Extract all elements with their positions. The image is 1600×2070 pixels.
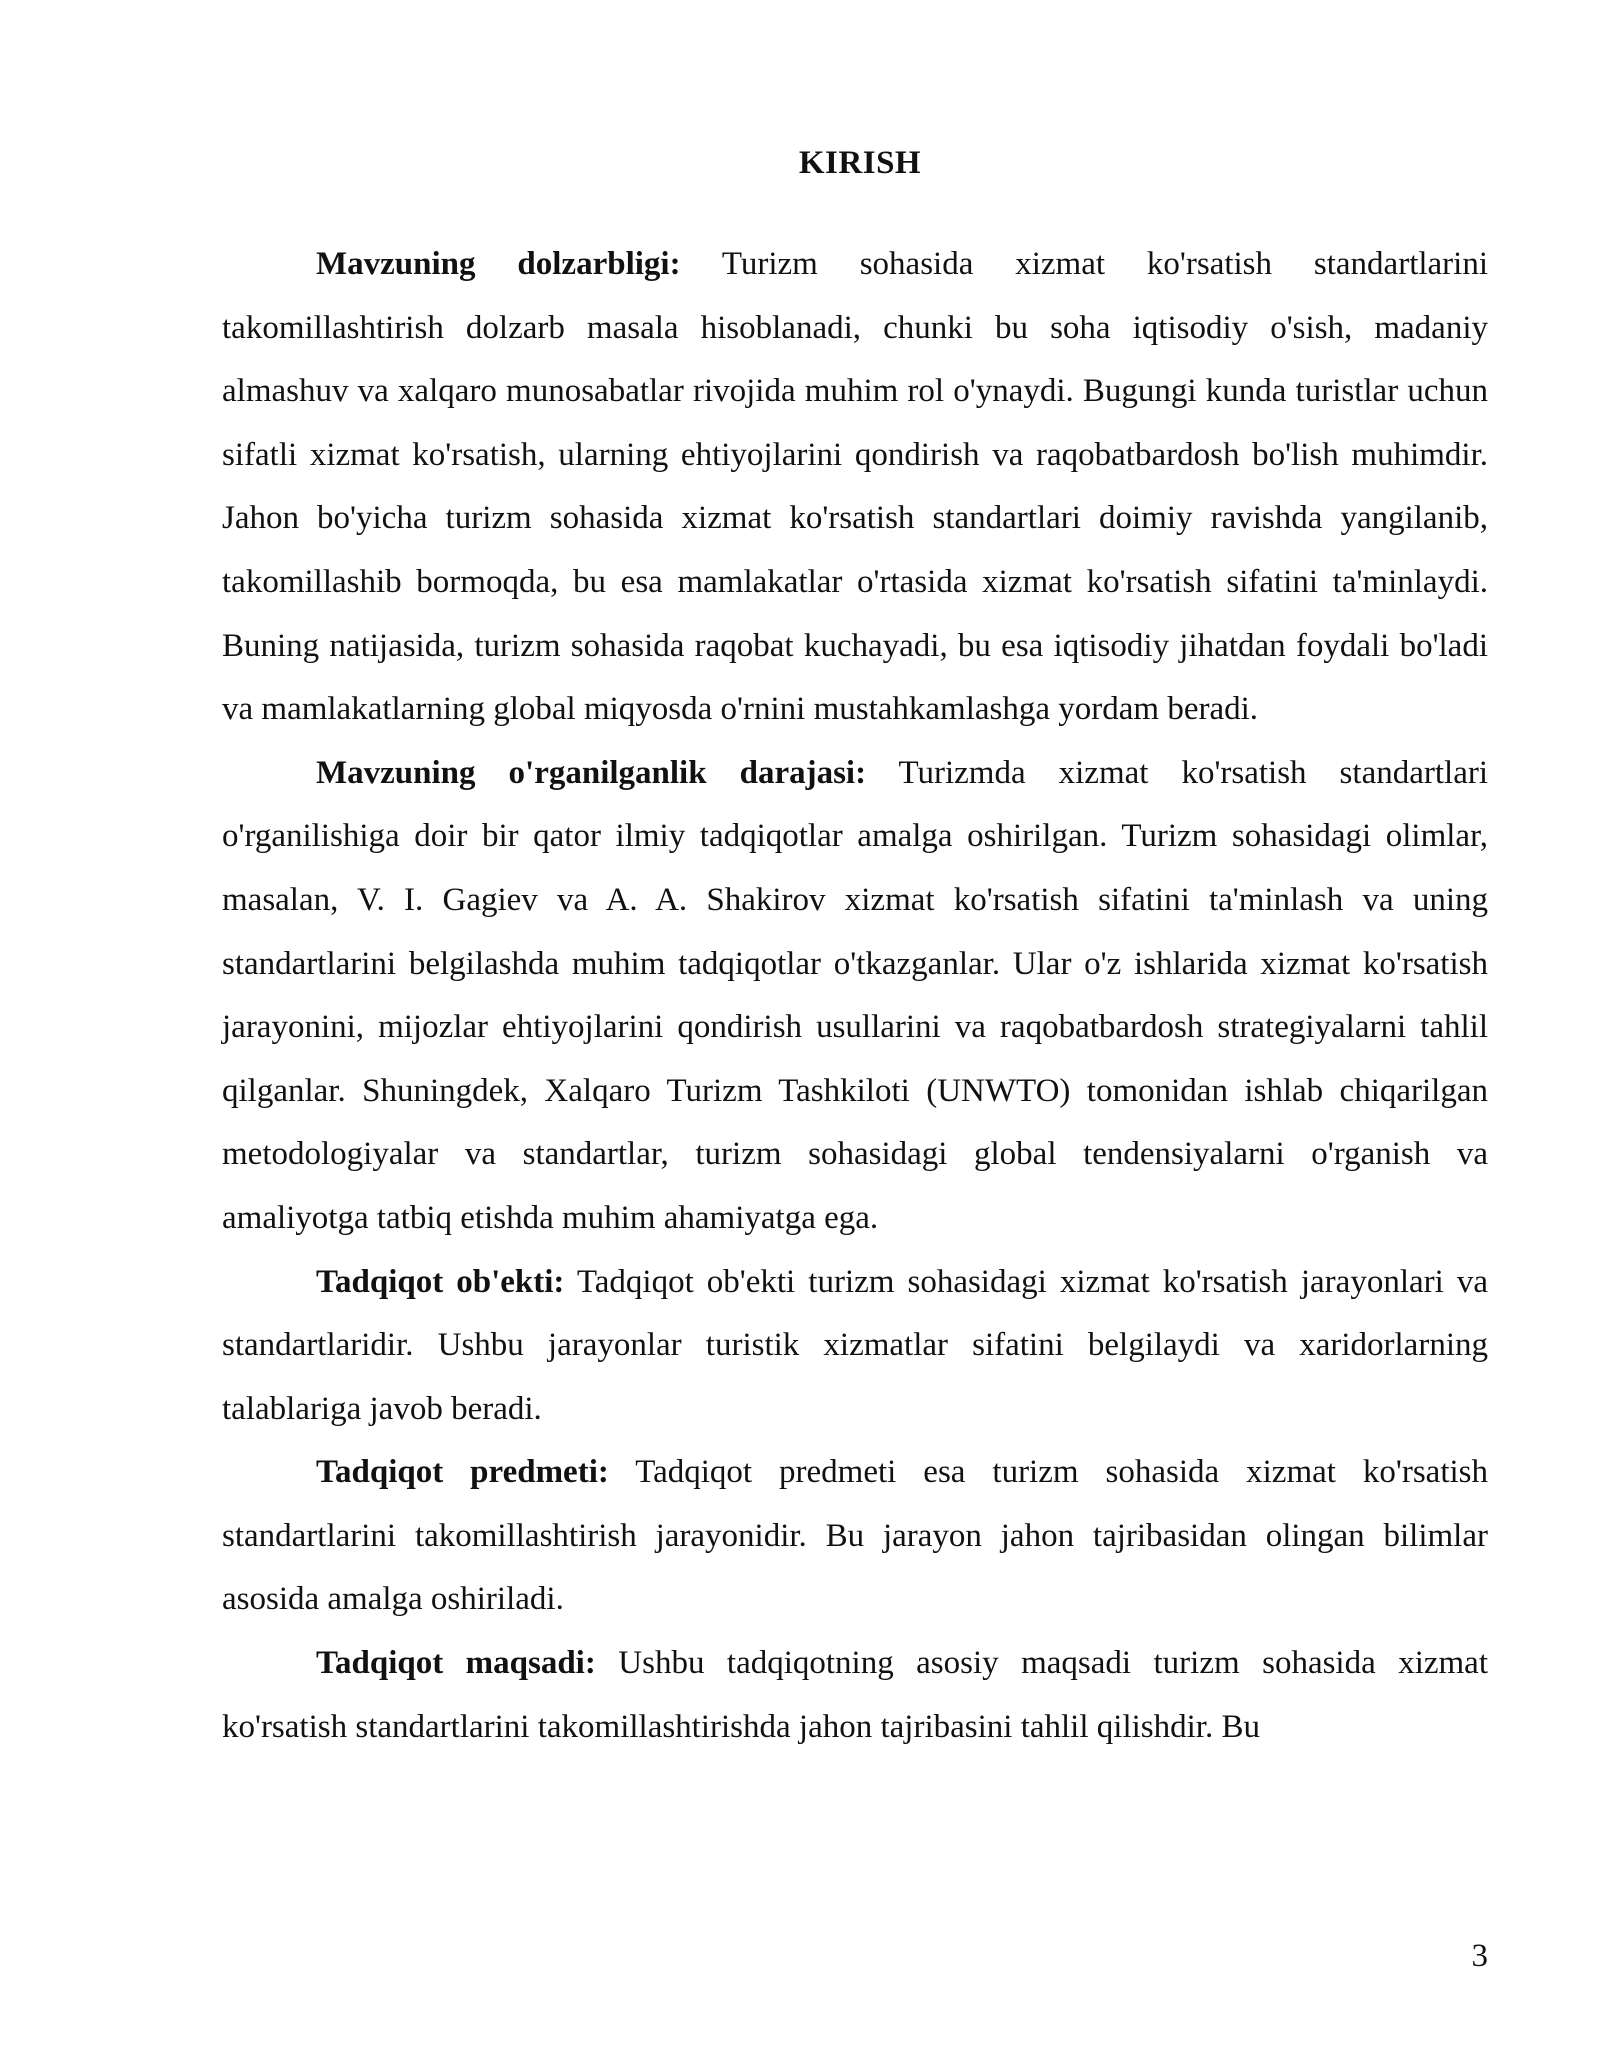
paragraph-text: Turizmda xizmat ko'rsatish standartlari o'rganilishiga doir bir qator ilmiy tadqiqotlar amalga oshirilgan. Turizm sohasidagi olimlar, masalan, V. I. Gagiev va A. A. Shakirov xizmat ko'rsatish sifatini ta'minlash va uning standartlarini belgilashda muhim tadqiqotlar o'tkazganlar. Ular o'z ishlarida xizmat ko'rsatish jarayonini, mijozlar ehtiyojlarini qondirish usullarini va raqobatbardosh strategiyalarni tahlil qilganlar. Shuningdek, Xalqaro Turizm Tashkiloti (UNWTO) tomonidan ishlab chiqarilgan metodologiyalar va standartlar, turizm sohasidagi global tendensiyalarni o'rganish va amaliyotga tatbiq etishda muhim ahamiyatga ega.: [222, 754, 1488, 1236]
page-number: 3: [1471, 1938, 1488, 1974]
document-body: [222, 233, 1488, 1759]
paragraph-text: Turizm sohasida xizmat ko'rsatish standartlarini takomillashtirish dolzarb masala hisoblanadi, chunki bu soha iqtisodiy o'sish, madaniy almashuv va xalqaro munosabatlar rivojida muhim rol o'ynaydi. Bugungi kunda turistlar uchun sifatli xizmat ko'rsatish, ularning ehtiyojlarini qondirish va raqobatbardosh bo'lish muhimdir. Jahon bo'yicha turizm sohasida xizmat ko'rsatish standartlari doimiy ravishda yangilanib, takomillashib bormoqda, bu esa mamlakatlar o'rtasida xizmat ko'rsatish sifatini ta'minlaydi. Buning natijasida, turizm sohasida raqobat kuchayadi, bu esa iqtisodiy jihatdan foydali bo'ladi va mamlakatlarning global miqyosda o'rnini mustahkamlashga yordam beradi.: [222, 246, 1489, 728]
paragraph-text: Tadqiqot ob'ekti turizm sohasidagi xizmat ko'rsatish jarayonlari va standartlaridir. Ushbu jarayonlar turistik xizmatlar sifatini belgilaydi va xaridorlarning talablariga javob beradi.: [222, 1263, 1488, 1427]
paragraph-research-object: [222, 1251, 1488, 1442]
paragraph-lead: Mavzuning o'rganilganlik darajasi:: [316, 754, 867, 791]
paragraph-research-subject: [222, 1441, 1488, 1632]
paragraph-study-level: [222, 742, 1488, 1251]
page-title: KIRISH: [798, 145, 922, 181]
paragraph-lead: Tadqiqot maqsadi:: [316, 1645, 596, 1682]
paragraph-lead: Mavzuning dolzarbligi:: [316, 246, 681, 282]
paragraph-lead: Tadqiqot ob'ekti:: [316, 1263, 565, 1300]
paragraph-relevance: [222, 233, 1488, 742]
paragraph-text: Ushbu tadqiqotning asosiy maqsadi turizm sohasida xizmat ko'rsatish standartlarini takomillashtirishda jahon tajribasini tahlil qilishdir. Bu: [222, 1645, 1488, 1745]
paragraph-research-goal: [222, 1632, 1488, 1759]
paragraph-text: Tadqiqot predmeti esa turizm sohasida xizmat ko'rsatish standartlarini takomillashtirish jarayonidir. Bu jarayon jahon tajribasidan olingan bilimlar asosida amalga oshiriladi.: [222, 1454, 1488, 1618]
paragraph-lead: Tadqiqot predmeti:: [316, 1454, 609, 1491]
